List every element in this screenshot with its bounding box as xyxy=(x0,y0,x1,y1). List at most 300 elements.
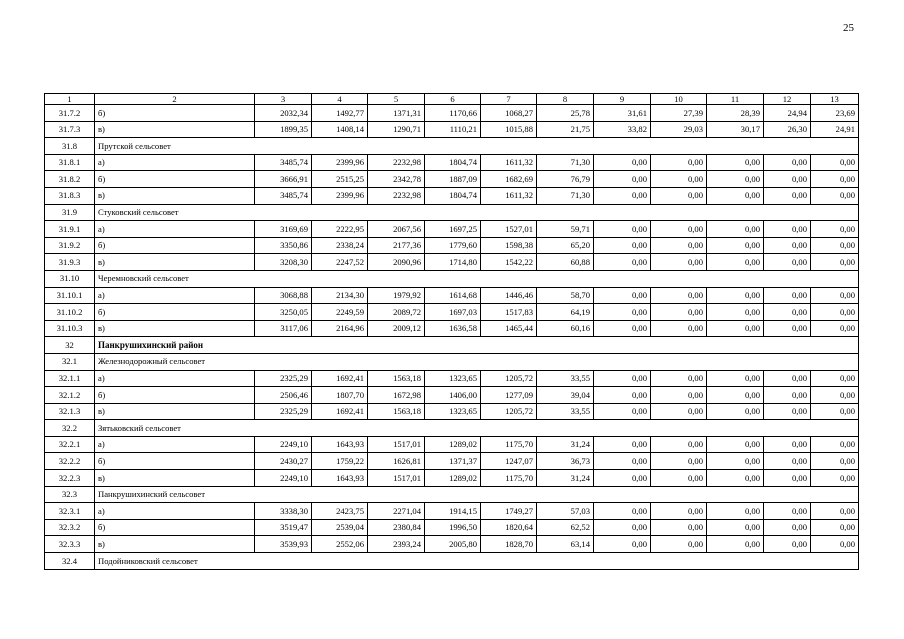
value-cell: 2393,24 xyxy=(368,536,425,553)
value-cell: 1614,68 xyxy=(425,287,481,304)
value-cell: 1290,71 xyxy=(368,121,425,138)
value-cell: 0,00 xyxy=(651,187,707,204)
value-cell: 39,04 xyxy=(537,387,594,404)
value-cell: 36,73 xyxy=(537,453,594,470)
value-cell: 1517,83 xyxy=(481,304,537,321)
value-cell: 2325,29 xyxy=(255,403,312,420)
value-cell: 1408,14 xyxy=(312,121,368,138)
value-cell: 1175,70 xyxy=(481,436,537,453)
value-cell: 0,00 xyxy=(651,171,707,188)
value-cell: 2177,36 xyxy=(368,237,425,254)
value-cell: 0,00 xyxy=(764,287,811,304)
value-cell: 0,00 xyxy=(764,470,811,487)
value-cell: 0,00 xyxy=(707,187,764,204)
value-cell: 0,00 xyxy=(651,304,707,321)
value-cell: 1323,65 xyxy=(425,370,481,387)
section-row xyxy=(45,270,859,287)
value-cell: 1446,46 xyxy=(481,287,537,304)
value-cell: 0,00 xyxy=(811,287,859,304)
table-row xyxy=(45,403,859,420)
table-body xyxy=(45,105,859,570)
value-cell: 1759,22 xyxy=(312,453,368,470)
value-cell: 2552,06 xyxy=(312,536,368,553)
value-cell: 0,00 xyxy=(707,536,764,553)
value-cell: 1682,69 xyxy=(481,171,537,188)
value-cell: 2338,24 xyxy=(312,237,368,254)
value-cell: 1611,32 xyxy=(481,187,537,204)
value-cell: 0,00 xyxy=(707,254,764,271)
value-cell: 0,00 xyxy=(594,287,651,304)
table-row xyxy=(45,387,859,404)
value-cell: 0,00 xyxy=(651,254,707,271)
row-number: 32.3.2 xyxy=(45,519,95,536)
value-cell: 0,00 xyxy=(707,436,764,453)
value-cell: 0,00 xyxy=(811,453,859,470)
value-cell: 1517,01 xyxy=(368,470,425,487)
value-cell: 3250,05 xyxy=(255,304,312,321)
column-header: 7 xyxy=(481,94,537,105)
section-title: Зятьковский сельсовет xyxy=(95,420,859,437)
value-cell: 0,00 xyxy=(764,503,811,520)
row-label: в) xyxy=(95,254,255,271)
table-row xyxy=(45,370,859,387)
value-cell: 0,00 xyxy=(764,436,811,453)
value-cell: 63,14 xyxy=(537,536,594,553)
row-number: 32.3 xyxy=(45,486,95,503)
value-cell: 0,00 xyxy=(707,387,764,404)
row-number: 31.9.2 xyxy=(45,237,95,254)
value-cell: 3666,91 xyxy=(255,171,312,188)
value-cell: 1692,41 xyxy=(312,370,368,387)
value-cell: 0,00 xyxy=(594,536,651,553)
value-cell: 2399,96 xyxy=(312,187,368,204)
row-number: 31.10.2 xyxy=(45,304,95,321)
section-row xyxy=(45,138,859,155)
value-cell: 2249,59 xyxy=(312,304,368,321)
value-cell: 1068,27 xyxy=(481,105,537,122)
value-cell: 0,00 xyxy=(651,370,707,387)
row-number: 31.9.3 xyxy=(45,254,95,271)
row-label: б) xyxy=(95,387,255,404)
value-cell: 1277,09 xyxy=(481,387,537,404)
value-cell: 0,00 xyxy=(651,536,707,553)
value-cell: 0,00 xyxy=(764,171,811,188)
column-header: 1 xyxy=(45,94,95,105)
value-cell: 3519,47 xyxy=(255,519,312,536)
value-cell: 0,00 xyxy=(707,470,764,487)
value-cell: 0,00 xyxy=(811,171,859,188)
value-cell: 2164,96 xyxy=(312,320,368,337)
row-label: а) xyxy=(95,221,255,238)
value-cell: 0,00 xyxy=(594,221,651,238)
section-title: Прутской сельсовет xyxy=(95,138,859,155)
value-cell: 0,00 xyxy=(594,403,651,420)
value-cell: 1289,02 xyxy=(425,470,481,487)
column-header: 3 xyxy=(255,94,312,105)
row-number: 31.10 xyxy=(45,270,95,287)
value-cell: 2089,72 xyxy=(368,304,425,321)
value-cell: 1611,32 xyxy=(481,154,537,171)
value-cell: 3350,86 xyxy=(255,237,312,254)
value-cell: 1110,21 xyxy=(425,121,481,138)
value-cell: 2247,52 xyxy=(312,254,368,271)
row-number: 31.8.2 xyxy=(45,171,95,188)
row-number: 32.1 xyxy=(45,353,95,370)
value-cell: 24,91 xyxy=(811,121,859,138)
value-cell: 1015,88 xyxy=(481,121,537,138)
value-cell: 57,03 xyxy=(537,503,594,520)
value-cell: 71,30 xyxy=(537,154,594,171)
value-cell: 0,00 xyxy=(811,436,859,453)
value-cell: 0,00 xyxy=(764,154,811,171)
value-cell: 0,00 xyxy=(764,453,811,470)
value-cell: 1563,18 xyxy=(368,403,425,420)
value-cell: 0,00 xyxy=(651,237,707,254)
value-cell: 1247,07 xyxy=(481,453,537,470)
value-cell: 0,00 xyxy=(594,154,651,171)
row-label: в) xyxy=(95,403,255,420)
value-cell: 27,39 xyxy=(651,105,707,122)
value-cell: 71,30 xyxy=(537,187,594,204)
row-number: 31.9.1 xyxy=(45,221,95,238)
section-row xyxy=(45,353,859,370)
value-cell: 0,00 xyxy=(707,403,764,420)
value-cell: 1692,41 xyxy=(312,403,368,420)
value-cell: 2067,56 xyxy=(368,221,425,238)
value-cell: 2009,12 xyxy=(368,320,425,337)
column-header: 2 xyxy=(95,94,255,105)
value-cell: 0,00 xyxy=(707,221,764,238)
value-cell: 1205,72 xyxy=(481,403,537,420)
row-label: б) xyxy=(95,105,255,122)
row-number: 31.8.3 xyxy=(45,187,95,204)
value-cell: 0,00 xyxy=(594,470,651,487)
value-cell: 1779,60 xyxy=(425,237,481,254)
value-cell: 0,00 xyxy=(811,536,859,553)
value-cell: 0,00 xyxy=(594,171,651,188)
value-cell: 1626,81 xyxy=(368,453,425,470)
value-cell: 2399,96 xyxy=(312,154,368,171)
value-cell: 2090,96 xyxy=(368,254,425,271)
value-cell: 0,00 xyxy=(764,187,811,204)
value-cell: 1914,15 xyxy=(425,503,481,520)
value-cell: 62,52 xyxy=(537,519,594,536)
value-cell: 1820,64 xyxy=(481,519,537,536)
value-cell: 0,00 xyxy=(811,154,859,171)
value-cell: 0,00 xyxy=(594,187,651,204)
value-cell: 25,78 xyxy=(537,105,594,122)
value-cell: 0,00 xyxy=(764,370,811,387)
value-cell: 1697,03 xyxy=(425,304,481,321)
value-cell: 2232,98 xyxy=(368,154,425,171)
value-cell: 2249,10 xyxy=(255,470,312,487)
row-label: в) xyxy=(95,536,255,553)
column-header: 12 xyxy=(764,94,811,105)
value-cell: 0,00 xyxy=(594,453,651,470)
value-cell: 0,00 xyxy=(594,370,651,387)
value-cell: 33,55 xyxy=(537,403,594,420)
value-cell: 0,00 xyxy=(594,503,651,520)
section-title: Железнодорожный сельсовет xyxy=(95,353,859,370)
row-number: 32.4 xyxy=(45,553,95,570)
district-title: Панкрушихинский район xyxy=(95,337,859,354)
row-label: а) xyxy=(95,154,255,171)
value-cell: 60,16 xyxy=(537,320,594,337)
table-row xyxy=(45,470,859,487)
row-number: 32.1.2 xyxy=(45,387,95,404)
value-cell: 0,00 xyxy=(764,304,811,321)
value-cell: 30,17 xyxy=(707,121,764,138)
value-cell: 1371,31 xyxy=(368,105,425,122)
table-row xyxy=(45,436,859,453)
table-row xyxy=(45,221,859,238)
value-cell: 0,00 xyxy=(651,436,707,453)
value-cell: 2005,80 xyxy=(425,536,481,553)
value-cell: 3117,06 xyxy=(255,320,312,337)
row-number: 32 xyxy=(45,337,95,354)
value-cell: 1205,72 xyxy=(481,370,537,387)
value-cell: 0,00 xyxy=(811,237,859,254)
row-number: 32.2.2 xyxy=(45,453,95,470)
value-cell: 0,00 xyxy=(707,453,764,470)
value-cell: 2271,04 xyxy=(368,503,425,520)
row-label: б) xyxy=(95,453,255,470)
value-cell: 1175,70 xyxy=(481,470,537,487)
section-title: Панкрушихинский сельсовет xyxy=(95,486,859,503)
value-cell: 0,00 xyxy=(651,221,707,238)
value-cell: 1697,25 xyxy=(425,221,481,238)
row-label: б) xyxy=(95,304,255,321)
value-cell: 64,19 xyxy=(537,304,594,321)
section-row xyxy=(45,204,859,221)
value-cell: 0,00 xyxy=(811,370,859,387)
value-cell: 1598,38 xyxy=(481,237,537,254)
table-row xyxy=(45,453,859,470)
row-number: 32.3.3 xyxy=(45,536,95,553)
section-row xyxy=(45,486,859,503)
value-cell: 2032,34 xyxy=(255,105,312,122)
value-cell: 3338,30 xyxy=(255,503,312,520)
value-cell: 33,55 xyxy=(537,370,594,387)
row-number: 31.10.3 xyxy=(45,320,95,337)
value-cell: 1643,93 xyxy=(312,470,368,487)
table-row xyxy=(45,187,859,204)
row-number: 31.8 xyxy=(45,138,95,155)
section-title: Черемновский сельсовет xyxy=(95,270,859,287)
table-row xyxy=(45,154,859,171)
row-label: в) xyxy=(95,187,255,204)
value-cell: 29,03 xyxy=(651,121,707,138)
district-row xyxy=(45,337,859,354)
value-cell: 31,24 xyxy=(537,470,594,487)
table-row xyxy=(45,171,859,188)
value-cell: 65,20 xyxy=(537,237,594,254)
table-row xyxy=(45,304,859,321)
value-cell: 3539,93 xyxy=(255,536,312,553)
row-number: 32.2 xyxy=(45,420,95,437)
value-cell: 26,30 xyxy=(764,121,811,138)
value-cell: 3068,88 xyxy=(255,287,312,304)
table-row xyxy=(45,519,859,536)
row-number: 32.3.1 xyxy=(45,503,95,520)
value-cell: 0,00 xyxy=(707,237,764,254)
tariff-table xyxy=(44,93,859,570)
value-cell: 2222,95 xyxy=(312,221,368,238)
table-row xyxy=(45,536,859,553)
value-cell: 0,00 xyxy=(594,254,651,271)
value-cell: 0,00 xyxy=(707,519,764,536)
value-cell: 0,00 xyxy=(594,436,651,453)
value-cell: 0,00 xyxy=(651,387,707,404)
row-number: 31.7.2 xyxy=(45,105,95,122)
value-cell: 0,00 xyxy=(764,320,811,337)
row-number: 31.9 xyxy=(45,204,95,221)
row-label: а) xyxy=(95,370,255,387)
value-cell: 0,00 xyxy=(811,254,859,271)
value-cell: 0,00 xyxy=(594,519,651,536)
value-cell: 0,00 xyxy=(707,503,764,520)
column-header: 4 xyxy=(312,94,368,105)
row-number: 31.10.1 xyxy=(45,287,95,304)
table-row xyxy=(45,287,859,304)
value-cell: 1714,80 xyxy=(425,254,481,271)
page-number: 25 xyxy=(843,22,854,34)
value-cell: 1804,74 xyxy=(425,187,481,204)
value-cell: 0,00 xyxy=(651,320,707,337)
value-cell: 0,00 xyxy=(594,320,651,337)
value-cell: 1807,70 xyxy=(312,387,368,404)
value-cell: 0,00 xyxy=(764,237,811,254)
value-cell: 31,24 xyxy=(537,436,594,453)
section-row xyxy=(45,553,859,570)
row-number: 32.1.1 xyxy=(45,370,95,387)
value-cell: 1899,35 xyxy=(255,121,312,138)
value-cell: 0,00 xyxy=(651,154,707,171)
value-cell: 0,00 xyxy=(764,519,811,536)
value-cell: 1170,66 xyxy=(425,105,481,122)
column-header: 9 xyxy=(594,94,651,105)
value-cell: 0,00 xyxy=(594,237,651,254)
column-header: 5 xyxy=(368,94,425,105)
value-cell: 0,00 xyxy=(707,154,764,171)
value-cell: 0,00 xyxy=(651,403,707,420)
value-cell: 3169,69 xyxy=(255,221,312,238)
table-row xyxy=(45,503,859,520)
value-cell: 0,00 xyxy=(811,403,859,420)
value-cell: 1672,98 xyxy=(368,387,425,404)
row-label: б) xyxy=(95,519,255,536)
value-cell: 0,00 xyxy=(811,503,859,520)
value-cell: 1636,58 xyxy=(425,320,481,337)
value-cell: 23,69 xyxy=(811,105,859,122)
value-cell: 2506,46 xyxy=(255,387,312,404)
value-cell: 0,00 xyxy=(811,519,859,536)
row-label: в) xyxy=(95,470,255,487)
row-number: 32.2.1 xyxy=(45,436,95,453)
value-cell: 1643,93 xyxy=(312,436,368,453)
value-cell: 1323,65 xyxy=(425,403,481,420)
value-cell: 0,00 xyxy=(811,470,859,487)
column-header: 8 xyxy=(537,94,594,105)
value-cell: 0,00 xyxy=(811,320,859,337)
row-label: б) xyxy=(95,237,255,254)
row-number: 31.7.3 xyxy=(45,121,95,138)
value-cell: 0,00 xyxy=(707,320,764,337)
value-cell: 1828,70 xyxy=(481,536,537,553)
value-cell: 0,00 xyxy=(651,503,707,520)
value-cell: 2342,78 xyxy=(368,171,425,188)
value-cell: 1492,77 xyxy=(312,105,368,122)
row-label: в) xyxy=(95,320,255,337)
column-header-row xyxy=(45,94,859,105)
value-cell: 1289,02 xyxy=(425,436,481,453)
section-title: Стуковский сельсовет xyxy=(95,204,859,221)
value-cell: 24,94 xyxy=(764,105,811,122)
value-cell: 0,00 xyxy=(764,254,811,271)
value-cell: 3485,74 xyxy=(255,154,312,171)
value-cell: 3208,30 xyxy=(255,254,312,271)
value-cell: 0,00 xyxy=(651,470,707,487)
row-label: а) xyxy=(95,503,255,520)
value-cell: 1887,09 xyxy=(425,171,481,188)
value-cell: 76,79 xyxy=(537,171,594,188)
column-header: 10 xyxy=(651,94,707,105)
value-cell: 2249,10 xyxy=(255,436,312,453)
value-cell: 2380,84 xyxy=(368,519,425,536)
value-cell: 0,00 xyxy=(707,304,764,321)
value-cell: 1406,00 xyxy=(425,387,481,404)
value-cell: 2539,04 xyxy=(312,519,368,536)
value-cell: 2325,29 xyxy=(255,370,312,387)
row-label: а) xyxy=(95,436,255,453)
value-cell: 59,71 xyxy=(537,221,594,238)
value-cell: 1371,37 xyxy=(425,453,481,470)
value-cell: 0,00 xyxy=(764,536,811,553)
value-cell: 21,75 xyxy=(537,121,594,138)
value-cell: 0,00 xyxy=(651,287,707,304)
value-cell: 0,00 xyxy=(707,171,764,188)
value-cell: 2423,75 xyxy=(312,503,368,520)
column-header: 11 xyxy=(707,94,764,105)
section-row xyxy=(45,420,859,437)
value-cell: 1465,44 xyxy=(481,320,537,337)
value-cell: 1527,01 xyxy=(481,221,537,238)
value-cell: 1804,74 xyxy=(425,154,481,171)
value-cell: 31,61 xyxy=(594,105,651,122)
row-number: 31.8.1 xyxy=(45,154,95,171)
value-cell: 2134,30 xyxy=(312,287,368,304)
value-cell: 0,00 xyxy=(764,221,811,238)
value-cell: 0,00 xyxy=(707,287,764,304)
value-cell: 1563,18 xyxy=(368,370,425,387)
value-cell: 28,39 xyxy=(707,105,764,122)
value-cell: 0,00 xyxy=(594,387,651,404)
value-cell: 0,00 xyxy=(811,304,859,321)
value-cell: 0,00 xyxy=(764,387,811,404)
table-row xyxy=(45,254,859,271)
value-cell: 1517,01 xyxy=(368,436,425,453)
value-cell: 2430,27 xyxy=(255,453,312,470)
table-row xyxy=(45,237,859,254)
value-cell: 33,82 xyxy=(594,121,651,138)
column-header: 13 xyxy=(811,94,859,105)
value-cell: 0,00 xyxy=(651,519,707,536)
table-row xyxy=(45,105,859,122)
value-cell: 1996,50 xyxy=(425,519,481,536)
value-cell: 2232,98 xyxy=(368,187,425,204)
column-header: 6 xyxy=(425,94,481,105)
section-title: Подойниковский сельсовет xyxy=(95,553,859,570)
